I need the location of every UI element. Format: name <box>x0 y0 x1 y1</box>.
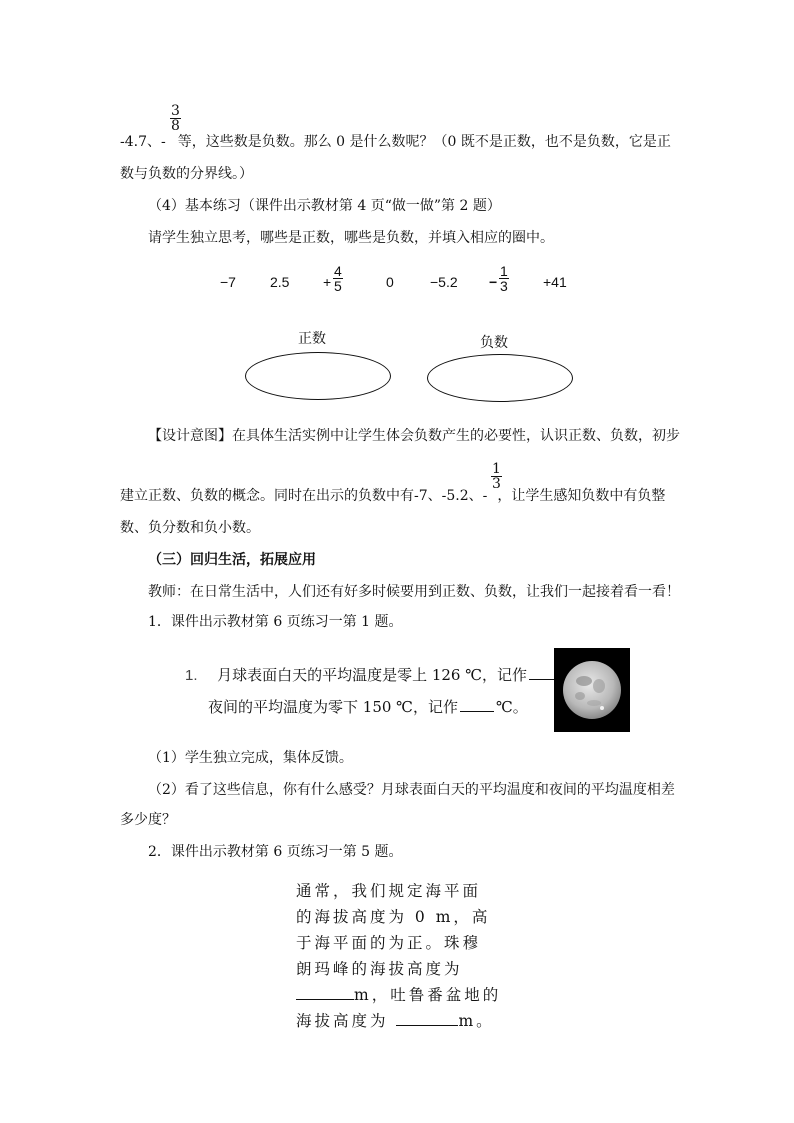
fraction-three-eighths <box>170 104 181 133</box>
number-plus-sign: + <box>323 274 332 290</box>
exercise-2-heading: 2．课件出示教材第 6 页练习一第 5 题。 <box>148 844 403 860</box>
sea-line-6-text: 海拔高度为 <box>296 1012 389 1030</box>
sea-line-1: 通常，我们规定海平面 <box>296 882 482 900</box>
fraction-denominator: 3 <box>492 476 501 492</box>
intro-rest: 等，这些数是负数。那么 0 是什么数呢？（0 既不是正数，也不是负数，它是正 <box>177 134 671 150</box>
fraction-numerator: 4 <box>334 263 342 279</box>
sea-line-6 <box>296 1008 501 1034</box>
fraction-denominator: 5 <box>334 278 342 294</box>
moon-line-2-end: ℃。 <box>495 698 528 716</box>
fraction-numerator: 1 <box>500 263 508 279</box>
moon-line-1-text: 月球表面白天的平均温度是零上 126 ℃，记作 <box>217 666 528 684</box>
moon-line-2-text: 夜间的平均温度为零下 150 ℃，记作 <box>208 698 458 716</box>
sea-line-2: 的海拔高度为 0 m，高 <box>296 908 491 926</box>
sea-line-5 <box>296 982 501 1008</box>
moon-image <box>554 648 630 732</box>
item-4-heading: （4）基本练习（课件出示教材第 4 页“做一做”第 2 题） <box>148 198 501 214</box>
sea-line-6-end: m。 <box>458 1012 495 1030</box>
number-2-5: 2.5 <box>270 274 290 290</box>
design-line-1: 【设计意图】在具体生活实例中让学生体会负数产生的必要性，认识正数、负数，初步 <box>148 428 680 444</box>
sea-level-exercise <box>296 878 501 1034</box>
moon-number: 1. <box>185 667 198 684</box>
question-2-line-1: （2）看了这些信息，你有什么感受？月球表面白天的平均温度和夜间的平均温度相差 <box>148 782 675 798</box>
moon-icon <box>554 648 630 732</box>
number-minus-5-2: −5.2 <box>430 274 458 290</box>
number-minus-sign: − <box>489 274 498 290</box>
design-line-3: 数、负分数和负小数。 <box>120 520 260 536</box>
number-zero: 0 <box>386 274 394 290</box>
answer-blank-night[interactable] <box>460 696 494 712</box>
label-negative: 负数 <box>480 334 508 350</box>
sea-line-3: 于海平面的为正。珠穆 <box>296 934 482 952</box>
fraction-denominator: 8 <box>171 118 180 134</box>
intro-prefix: -4.7、- <box>120 134 166 150</box>
fraction-numerator: 1 <box>492 461 501 477</box>
number-plus-41: +41 <box>543 274 567 290</box>
question-2-line-2: 多少度？ <box>120 812 176 828</box>
fraction-denominator: 3 <box>500 278 508 294</box>
moon-exercise <box>185 664 597 687</box>
fraction-numerator: 3 <box>171 103 180 119</box>
answer-blank-everest[interactable] <box>296 984 354 1000</box>
question-1: （1）学生独立完成，集体反馈。 <box>148 750 353 766</box>
answer-blank-turpan[interactable] <box>396 1010 458 1026</box>
design-line-2 <box>120 486 665 506</box>
positive-circle <box>245 352 391 400</box>
sea-line-5-text: m，吐鲁番盆地的 <box>354 986 502 1004</box>
design-text-a: 建立正数、负数的概念。同时在出示的负数中有-7、-5.2、- <box>120 488 488 504</box>
fraction-four-fifths <box>333 264 343 293</box>
exercise-1-heading: 1．课件出示教材第 6 页练习一第 1 题。 <box>148 614 403 630</box>
section-3-heading: （三）回归生活，拓展应用 <box>148 552 316 568</box>
fraction-one-third <box>499 264 509 293</box>
number-minus-7: −7 <box>220 274 236 290</box>
teacher-line: 教师：在日常生活中，人们还有好多时候要用到正数、负数，让我们一起接着看一看！ <box>148 584 680 600</box>
moon-line-2 <box>208 696 528 718</box>
intro-line-1 <box>120 132 671 152</box>
intro-line-2: 数与负数的分界线。） <box>120 166 253 182</box>
design-text-b: ，让学生感知负数中有负整 <box>497 488 666 504</box>
instruction-text: 请学生独立思考，哪些是正数，哪些是负数，并填入相应的圈中。 <box>148 230 554 246</box>
sea-line-4: 朗玛峰的海拔高度为 <box>296 960 463 978</box>
label-positive: 正数 <box>298 330 326 346</box>
negative-circle <box>427 354 573 402</box>
